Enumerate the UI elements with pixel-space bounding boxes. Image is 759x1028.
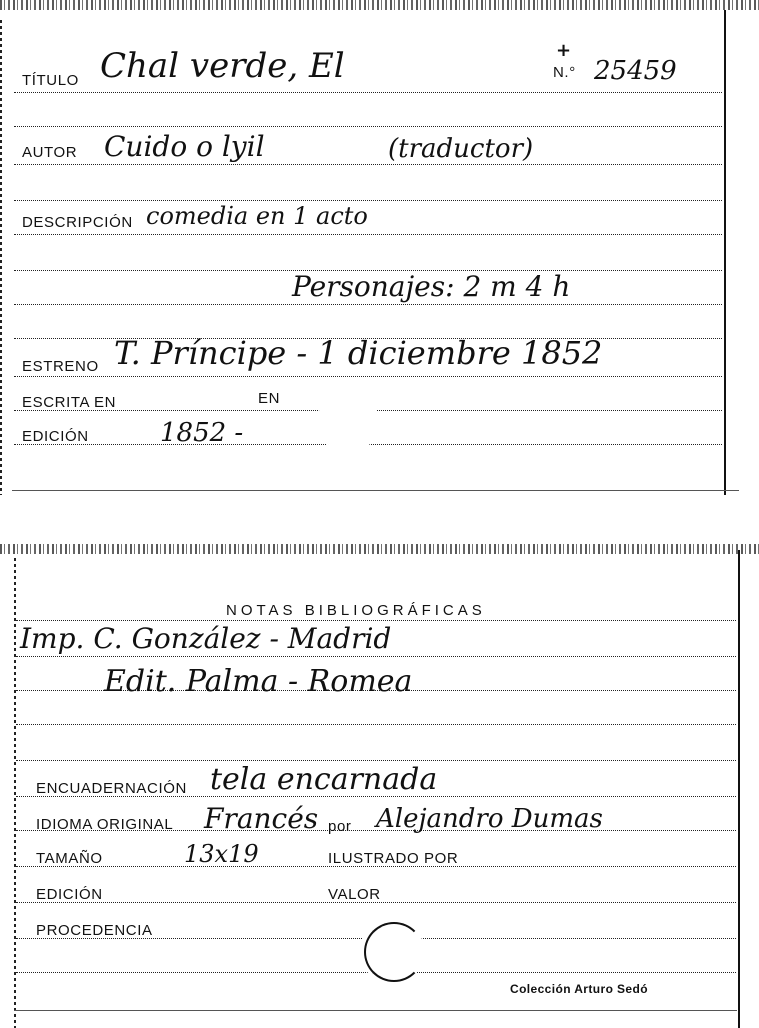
ilustrado-por-label: ILUSTRADO POR	[328, 850, 459, 867]
encuadernacion-label: ENCUADERNACIÓN	[36, 780, 187, 797]
autor-label: AUTOR	[22, 144, 78, 161]
collection-credit: Colección Arturo Sedó	[510, 982, 648, 996]
tamano-value: 13x19	[184, 840, 259, 868]
edicion-value: 1852 -	[160, 418, 244, 448]
en-label: EN	[258, 390, 281, 407]
autor-note: (traductor)	[388, 134, 534, 164]
card-top-edge	[0, 544, 759, 554]
titulo-label: TÍTULO	[22, 72, 79, 89]
rule-line	[14, 304, 722, 305]
card-right-edge	[724, 10, 726, 495]
rule-line	[14, 164, 722, 165]
rule-line	[16, 760, 736, 761]
rule-line	[14, 92, 722, 93]
card-left-edge	[14, 558, 16, 1028]
rule-line	[16, 724, 736, 725]
por-label: por	[328, 818, 352, 835]
rule-line	[14, 376, 722, 377]
escrita-en-label: ESCRITA EN	[22, 394, 117, 411]
edicion-label: EDICIÓN	[36, 886, 103, 903]
card-right-edge	[738, 550, 740, 1028]
titulo-value: Chal verde, El	[100, 46, 345, 86]
por-value: Alejandro Dumas	[376, 804, 603, 834]
rule-line	[16, 656, 736, 657]
stamp-ring	[364, 922, 424, 982]
rule-line	[14, 200, 722, 201]
card-bottom-edge	[12, 490, 739, 491]
notes-title: NOTAS BIBLIOGRÁFICAS	[226, 602, 486, 619]
autor-value: Cuido o lyil	[104, 130, 265, 163]
personajes-value: Personajes: 2 m 4 h	[292, 270, 571, 303]
card-left-edge	[0, 20, 2, 495]
estreno-label: ESTRENO	[22, 358, 99, 375]
notes-line-1: Imp. C. González - Madrid	[20, 622, 392, 655]
notes-line-2: Edit. Palma - Romea	[104, 664, 413, 699]
rule-line	[14, 126, 722, 127]
descripcion-value: comedia en 1 acto	[146, 202, 368, 230]
encuadernacion-value: tela encarnada	[210, 762, 438, 797]
idioma-original-label: IDIOMA ORIGINAL	[36, 816, 174, 833]
numero-label: N.°	[553, 64, 576, 81]
card-top-edge	[0, 0, 759, 10]
catalog-card-main	[0, 0, 759, 495]
stamp-mark	[316, 394, 380, 452]
rule-line	[14, 234, 722, 235]
cross-mark: +	[556, 40, 572, 61]
card-bottom-edge	[14, 1010, 737, 1011]
numero-value: 25459	[594, 56, 677, 86]
tamano-label: TAMAÑO	[36, 850, 103, 867]
estreno-value: T. Príncipe - 1 diciembre 1852	[114, 334, 603, 372]
rule-line	[16, 620, 736, 621]
catalog-card-notes	[0, 540, 759, 1028]
procedencia-label: PROCEDENCIA	[36, 922, 153, 939]
valor-label: VALOR	[328, 886, 381, 903]
idioma-original-value: Francés	[204, 802, 319, 835]
edicion-label: EDICIÓN	[22, 428, 89, 445]
descripcion-label: DESCRIPCIÓN	[22, 214, 133, 231]
